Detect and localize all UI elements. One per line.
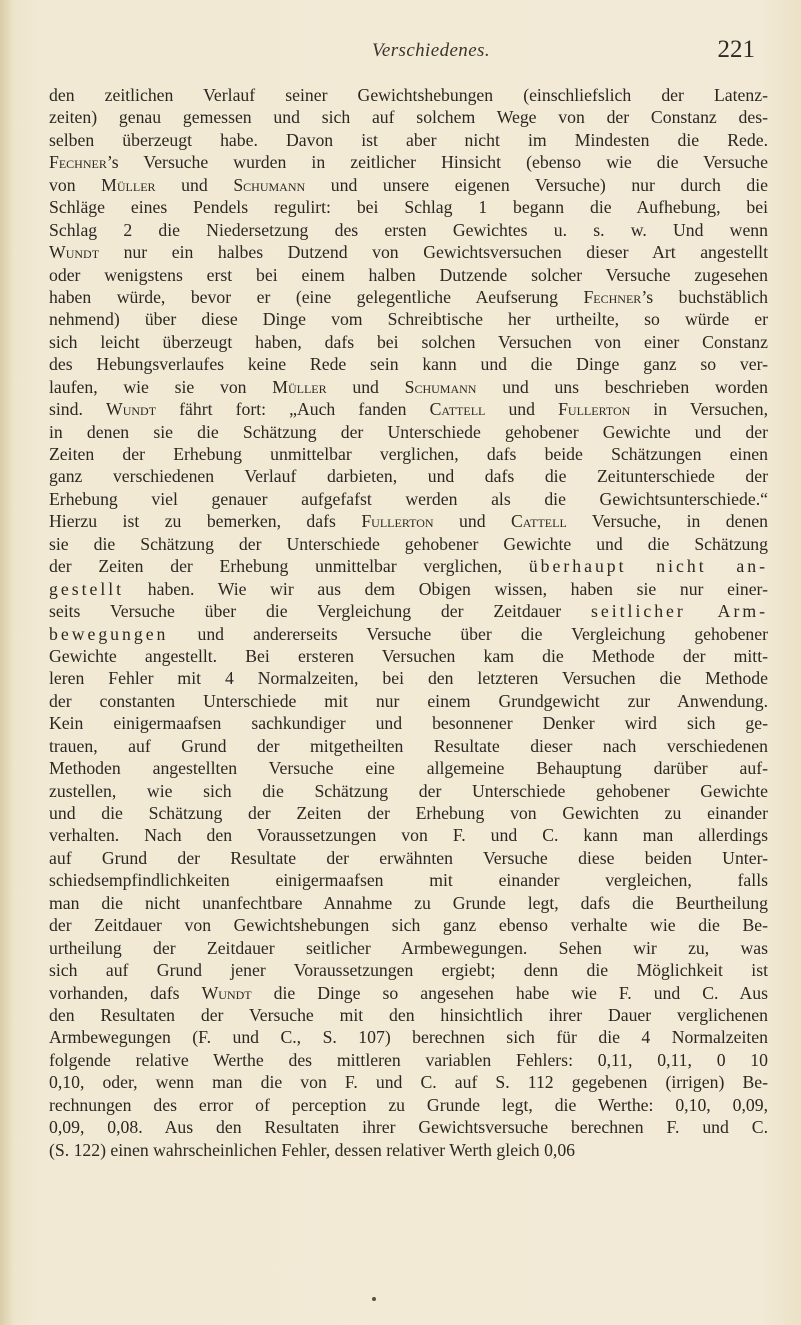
running-head: [340, 36, 760, 70]
text-line: [49, 914, 768, 936]
text-segment: ganz verschiedenen Verlauf darbieten, und dafs die Zeitunterschiede der: [49, 466, 768, 487]
text-segment: nur ein halbes Dutzend von Gewichtsversuchen dieser Art angestellt: [99, 242, 768, 263]
text-segment: sind.: [49, 399, 106, 420]
text-line: [49, 959, 768, 981]
text-segment: von: [49, 174, 102, 195]
text-segment: sich auf Grund jener Voraussetzungen ergiebt; denn die Möglichkeit ist: [49, 960, 768, 981]
text-segment: zustellen, wie sich die Schätzung der Unterschiede gehobener Gewichte: [49, 780, 768, 801]
text-segment: und: [433, 511, 511, 532]
text-segment: laufen, wie sie von: [49, 376, 273, 397]
text-segment: der Zeitdauer von Gewichtshebungen sich ganz ebenso verhalte wie die Be-: [49, 915, 768, 936]
text-segment: Gewichte angestellt. Bei ersteren Versuchen kam die Methode der mitt-: [49, 645, 768, 666]
text-line: [49, 331, 768, 353]
running-head-title: Verschiedenes.: [372, 40, 490, 61]
text-segment: der constanten Unterschiede mit nur einem Grundgewicht zur Anwendung.: [49, 690, 768, 711]
text-segment: 0,09, 0,08. Aus den Resultaten ihrer Gewichtsversuche berechnen F. und C.: [49, 1117, 768, 1138]
text-line: [49, 667, 768, 689]
text-segment: sich leicht überzeugt haben, dafs bei solchen Versuchen von einer Constanz: [49, 331, 768, 352]
text-segment: in Versuchen,: [630, 399, 768, 420]
author-name: Fullerton: [361, 511, 434, 532]
author-name: Schumann: [233, 174, 306, 195]
text-segment: des Hebungsverlaufes keine Rede sein kann und die Dinge ganz so ver-: [49, 354, 768, 375]
text-line: [49, 982, 768, 1004]
text-segment: der Zeiten der Erhebung unmittelbar verglichen,: [49, 556, 529, 577]
author-name: Müller: [101, 174, 156, 195]
text-segment: Versuche, in denen: [566, 511, 768, 532]
text-segment: leren Fehler mit 4 Normalzeiten, bei den letzteren Versuchen die Methode: [49, 668, 768, 689]
text-line: [49, 533, 768, 555]
text-segment: den Resultaten der Versuche mit den hinsichtlich ihrer Dauer verglichenen: [49, 1004, 768, 1025]
text-line: [49, 757, 768, 779]
text-line: [49, 376, 768, 398]
text-line: [49, 690, 768, 712]
emphasized-text: gestellt: [49, 578, 125, 599]
text-line: [49, 488, 768, 510]
text-segment: folgende relative Werthe des mittleren variablen Fehlers: 0,11, 0,11, 0 10: [49, 1049, 768, 1070]
text-segment: ’s buchstäblich: [641, 286, 768, 307]
text-segment: Schläge eines Pendels regulirt: bei Schlag 1 begann die Aufhebung, bei: [49, 197, 768, 218]
text-segment: und unsere eigenen Versuche) nur durch die: [305, 174, 768, 195]
author-name: Schumann: [404, 376, 477, 397]
text-segment: fährt fort: „Auch fanden: [156, 399, 430, 420]
text-line: [49, 129, 768, 151]
emphasized-text: seitlicher Arm-: [590, 601, 768, 622]
text-segment: rechnungen des error of perception zu Grunde legt, die Werthe: 0,10, 0,09,: [49, 1094, 768, 1115]
text-segment: und: [326, 376, 405, 397]
text-segment: 0,10, oder, wenn man die von F. und C. auf S. 112 gegebenen (irrigen) Be-: [49, 1072, 768, 1093]
text-line: [49, 286, 768, 308]
text-line: [49, 174, 768, 196]
author-name: Fechner: [49, 152, 107, 173]
text-line: [49, 824, 768, 846]
text-segment: die Dinge so angesehen habe wie F. und C. Aus: [251, 982, 768, 1003]
text-segment: Armbewegungen (F. und C., S. 107) berechnen sich für die 4 Normalzeiten: [49, 1027, 768, 1048]
text-segment: zeiten) genau gemessen und sich auf solchem Wege von der Constanz des-: [49, 107, 768, 128]
text-segment: nehmend) über diese Dinge vom Schreibtische her urtheilte, so würde er: [49, 309, 768, 330]
text-line: [49, 1094, 768, 1116]
text-line: [49, 780, 768, 802]
text-segment: und andererseits Versuche über die Vergleichung gehobener: [168, 623, 768, 644]
text-line: [49, 802, 768, 824]
text-segment: ’s Versuche wurden in zeitlicher Hinsicht (ebenso wie die Versuche: [106, 152, 768, 173]
text-segment: haben. Wie wir aus dem Obigen wissen, haben sie nur einer-: [124, 578, 768, 599]
text-segment: selben überzeugt habe. Davon ist aber nicht im Mindesten die Rede.: [49, 129, 768, 150]
text-segment: sie die Schätzung der Unterschiede gehobener Gewichte und die Schätzung: [49, 533, 768, 554]
text-line: [49, 578, 768, 600]
text-segment: man die nicht unanfechtbare Annahme zu Grunde legt, dafs die Beurtheilung: [49, 892, 768, 913]
author-name: Wundt: [106, 399, 157, 420]
author-name: Cattell: [510, 511, 567, 532]
text-segment: verhalten. Nach den Voraussetzungen von F. und C. kann man allerdings: [49, 825, 768, 846]
text-segment: und: [485, 399, 559, 420]
author-name: Müller: [272, 376, 327, 397]
text-line: [49, 264, 768, 286]
text-segment: Methoden angestellten Versuche eine allgemeine Behauptung darüber auf-: [49, 758, 768, 779]
text-line: [49, 555, 768, 577]
text-segment: oder wenigstens erst bei einem halben Dutzende solcher Versuche zugesehen: [49, 264, 768, 285]
text-segment: urtheilung der Zeitdauer seitlicher Armbewegungen. Sehen wir zu, was: [49, 937, 768, 958]
text-line: [49, 847, 768, 869]
text-segment: seits Versuche über die Vergleichung der Zeitdauer: [49, 601, 591, 622]
author-name: Wundt: [49, 242, 100, 263]
text-line: [49, 106, 768, 128]
text-line: [49, 241, 768, 263]
author-name: Fullerton: [558, 399, 631, 420]
text-segment: schiedsempfindlichkeiten einigermaafsen mit einander vergleichen, falls: [49, 870, 768, 891]
text-segment: Hierzu ist zu bemerken, dafs: [49, 511, 362, 532]
text-segment: Kein einigermaafsen sachkundiger und besonnener Denker wird sich ge-: [49, 713, 768, 734]
text-segment: Zeiten der Erhebung unmittelbar verglichen, dafs beide Schätzungen einen: [49, 444, 768, 464]
text-line: [49, 465, 768, 487]
text-line: [49, 421, 768, 443]
text-line: [49, 1116, 768, 1138]
page-number: 221: [717, 36, 755, 63]
ink-dot: [372, 1297, 376, 1301]
text-line: [49, 443, 768, 465]
text-line: [49, 1004, 768, 1026]
text-line: [49, 892, 768, 914]
page-gutter: [0, 0, 14, 1325]
text-segment: und: [155, 174, 234, 195]
author-name: Cattell: [429, 399, 486, 420]
text-line: [49, 353, 768, 375]
text-line: [49, 84, 768, 106]
text-line: [49, 623, 768, 645]
text-line: [49, 937, 768, 959]
text-line: [49, 645, 768, 667]
text-segment: und die Schätzung der Zeiten der Erhebung von Gewichten zu einander: [49, 803, 768, 823]
text-line: [49, 1026, 768, 1048]
text-line: [49, 308, 768, 330]
author-name: Fechner: [583, 286, 642, 307]
body-text: [49, 84, 768, 1161]
text-segment: (S. 122) einen wahrscheinlichen Fehler, dessen relativer Werth gleich 0,06: [49, 1139, 576, 1160]
text-segment: Erhebung viel genauer aufgefafst werden als die Gewichtsunterschiede.“: [49, 488, 768, 509]
text-line: [49, 600, 768, 622]
emphasized-text: bewegungen: [49, 623, 169, 644]
text-line: [49, 869, 768, 891]
text-segment: auf Grund der Resultate der erwähnten Versuche diese beiden Unter-: [49, 847, 768, 868]
text-line: [49, 196, 768, 218]
text-segment: vorhanden, dafs: [49, 982, 202, 1003]
text-segment: und uns beschrieben worden: [476, 376, 768, 397]
text-segment: trauen, auf Grund der mitgetheilten Resultate dieser nach verschiedenen: [49, 735, 768, 756]
text-segment: den zeitlichen Verlauf seiner Gewichtshebungen (einschliefslich der Latenz-: [49, 85, 768, 105]
text-segment: Schlag 2 die Niedersetzung des ersten Gewichtes u. s. w. Und wenn: [49, 219, 768, 240]
text-line: [49, 712, 768, 734]
text-line: [49, 219, 768, 241]
text-line: [49, 510, 768, 532]
text-segment: in denen sie die Schätzung der Unterschiede gehobener Gewichte und der: [49, 421, 768, 442]
text-line: [49, 151, 768, 173]
author-name: Wundt: [201, 982, 252, 1003]
text-segment: haben würde, bevor er (eine gelegentliche Aeufserung: [49, 286, 584, 307]
text-line: [49, 1139, 768, 1161]
emphasized-text: überhaupt nicht an-: [528, 556, 768, 577]
text-line: [49, 1049, 768, 1071]
text-line: [49, 735, 768, 757]
text-line: [49, 398, 768, 420]
text-line: [49, 1071, 768, 1093]
